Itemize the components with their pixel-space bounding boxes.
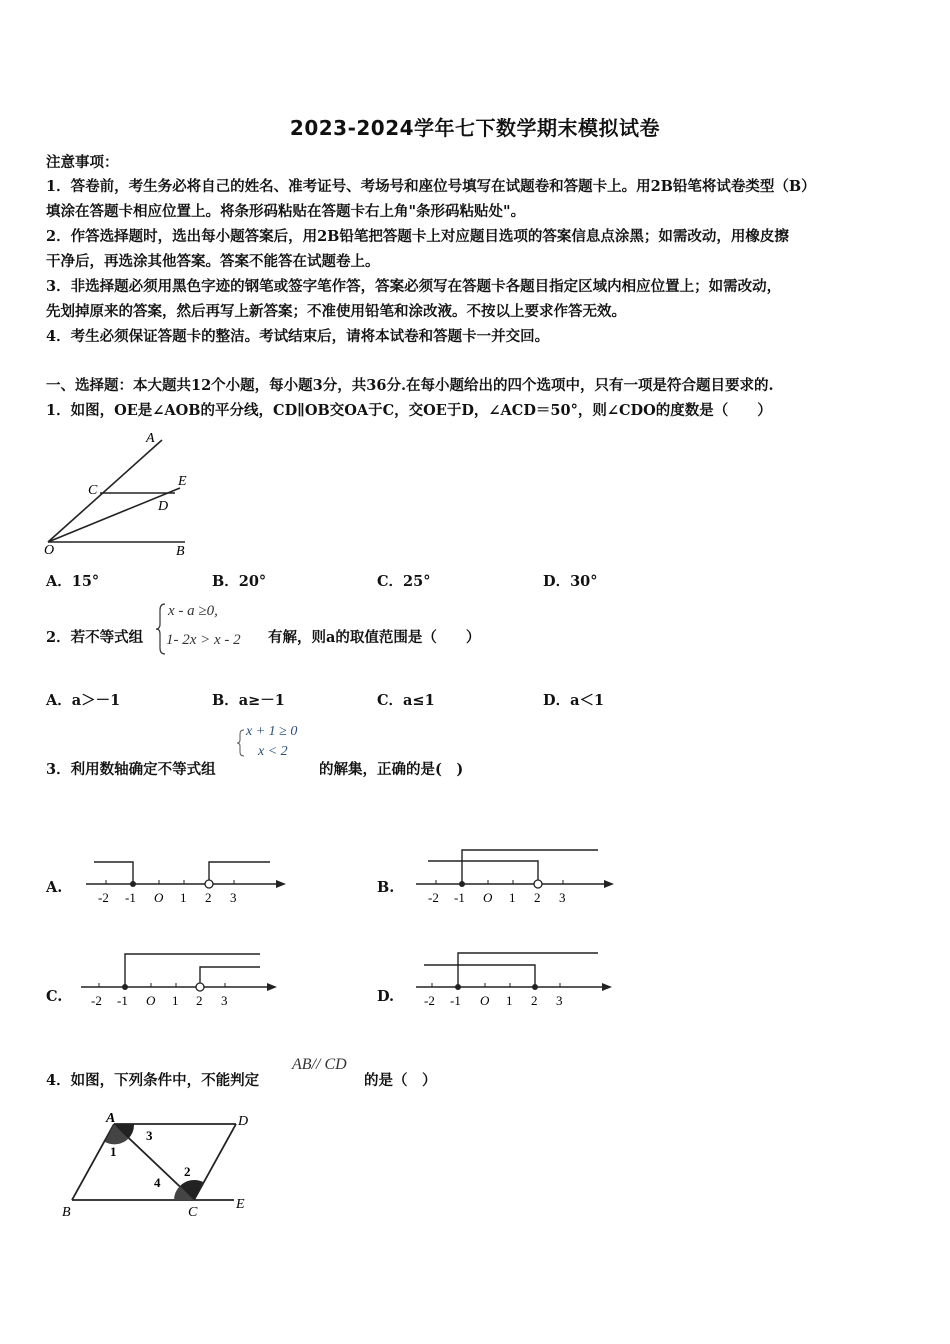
notice-line: 3．非选择题必须用黑色字迹的钢笔或签字笔作答，答案必须写在答题卡各题目指定区域内相应位置上；如需改动， bbox=[46, 278, 782, 295]
tick-label: 3 bbox=[559, 890, 566, 905]
label-A: A bbox=[106, 1111, 116, 1126]
tick-label: -1 bbox=[125, 890, 136, 905]
tick-label: O bbox=[483, 890, 493, 905]
question-2-option-d[interactable]: D．a＜1 bbox=[543, 692, 605, 709]
notice-line: 填涂在答题卡相应位置上。将条形码粘贴在答题卡右上角"条形码粘贴处"。 bbox=[46, 203, 526, 220]
tick-label: 1 bbox=[172, 993, 179, 1008]
question-2-option-b[interactable]: B．a≥－1 bbox=[212, 692, 285, 709]
question-1-option-a[interactable]: A．15° bbox=[46, 573, 100, 590]
tick-label: O bbox=[480, 993, 490, 1008]
label-B: B bbox=[62, 1205, 71, 1220]
tick-label: -1 bbox=[454, 890, 465, 905]
question-3-option-c-label[interactable]: C. bbox=[46, 988, 63, 1005]
question-3-prefix: 3．利用数轴确定不等式组 bbox=[46, 761, 216, 778]
notice-line: 干净后，再选涂其他答案。答案不能答在试题卷上。 bbox=[46, 253, 380, 270]
tick-label: -2 bbox=[428, 890, 439, 905]
label-A: A bbox=[146, 431, 155, 446]
tick-label: 2 bbox=[205, 890, 212, 905]
question-2-prefix: 2．若不等式组 bbox=[46, 629, 144, 646]
tick-label: 2 bbox=[531, 993, 538, 1008]
notice-line: 4．考生必须保证答题卡的整洁。考试结束后，请将本试卷和答题卡一并交回。 bbox=[46, 328, 550, 345]
tick-label: O bbox=[154, 890, 164, 905]
label-E: E bbox=[236, 1197, 245, 1212]
tick-label: -1 bbox=[117, 993, 128, 1008]
question-1-option-c[interactable]: C．25° bbox=[377, 573, 431, 590]
question-3-option-b-label[interactable]: B. bbox=[377, 879, 395, 896]
question-3-option-a-numberline[interactable] bbox=[80, 850, 295, 912]
question-2-suffix: 有解，则a的取值范围是（ ） bbox=[268, 629, 481, 646]
label-C: C bbox=[88, 483, 98, 498]
notice-line: 2．作答选择题时，选出每小题答案后，用2B铅笔把答题卡上对应题目选项的答案信息点涂黑；如需改动，用橡皮擦 bbox=[46, 228, 789, 245]
question-3-suffix: 的解集，正确的是( ) bbox=[319, 761, 464, 778]
question-1-stem: 1．如图，OE是∠AOB的平分线，CD∥OB交OA于C，交OE于D，∠ACD＝50°，则∠CDO的度数是（ ） bbox=[46, 402, 772, 419]
angle-label-3: 3 bbox=[146, 1128, 153, 1143]
tick-label: 1 bbox=[180, 890, 187, 905]
label-D: D bbox=[238, 1114, 249, 1129]
question-2-inequality-1: x - a ≥0, bbox=[168, 603, 218, 619]
question-4-expression: AB// CD bbox=[292, 1056, 347, 1073]
question-3-option-d-label[interactable]: D. bbox=[377, 988, 395, 1005]
tick-label: -2 bbox=[98, 890, 109, 905]
tick-label: -2 bbox=[424, 993, 435, 1008]
label-O: O bbox=[44, 543, 55, 558]
label-E: E bbox=[178, 474, 187, 489]
angle-label-4: 4 bbox=[154, 1175, 161, 1190]
angle-label-1: 1 bbox=[110, 1144, 117, 1159]
tick-label: -2 bbox=[91, 993, 102, 1008]
tick-label: O bbox=[146, 993, 156, 1008]
tick-label: -1 bbox=[450, 993, 461, 1008]
label-D: D bbox=[158, 499, 169, 514]
notice-heading: 注意事项： bbox=[46, 154, 119, 171]
tick-label: 3 bbox=[221, 993, 228, 1008]
question-4-suffix: 的是（ ） bbox=[364, 1072, 437, 1089]
page-title: 2023-2024学年七下数学期末模拟试卷 bbox=[289, 116, 661, 140]
question-1-figure bbox=[40, 428, 200, 562]
tick-label: 3 bbox=[556, 993, 563, 1008]
question-3-option-a-label[interactable]: A. bbox=[46, 879, 63, 896]
question-2-option-c[interactable]: C．a≤1 bbox=[377, 692, 435, 709]
question-2-option-a[interactable]: A．a＞－1 bbox=[46, 692, 121, 709]
question-3-option-d-numberline[interactable] bbox=[410, 945, 625, 1017]
question-3-option-b-numberline[interactable] bbox=[410, 842, 625, 912]
question-2-inequality-2: 1- 2x > x - 2 bbox=[166, 632, 241, 648]
tick-label: 1 bbox=[509, 890, 516, 905]
notice-line: 先划掉原来的答案，然后再写上新答案；不准使用铅笔和涂改液。不按以上要求作答无效。 bbox=[46, 303, 626, 320]
question-3-inequality-2: x < 2 bbox=[258, 744, 288, 759]
question-1-option-b[interactable]: B．20° bbox=[212, 573, 267, 590]
question-3-inequality-1: x + 1 ≥ 0 bbox=[246, 724, 298, 739]
question-4-prefix: 4．如图，下列条件中，不能判定 bbox=[46, 1072, 260, 1089]
tick-label: 1 bbox=[506, 993, 513, 1008]
question-3-option-c-numberline[interactable] bbox=[75, 945, 290, 1017]
section-heading: 一、选择题：本大题共12个小题，每小题3分，共36分.在每小题给出的四个选项中，只有一项是符合题目要求的. bbox=[46, 377, 774, 394]
label-C: C bbox=[188, 1205, 198, 1220]
tick-label: 2 bbox=[196, 993, 203, 1008]
notice-line: 1．答卷前，考生务必将自己的姓名、准考证号、考场号和座位号填写在试题卷和答题卡上。用2B铅笔将试卷类型（B） bbox=[46, 178, 816, 195]
brace-icon bbox=[236, 728, 246, 758]
question-1-option-d[interactable]: D．30° bbox=[543, 573, 598, 590]
tick-label: 2 bbox=[534, 890, 541, 905]
tick-label: 3 bbox=[230, 890, 237, 905]
angle-label-2: 2 bbox=[184, 1164, 191, 1179]
question-4-figure bbox=[58, 1108, 268, 1220]
label-B: B bbox=[176, 544, 185, 559]
